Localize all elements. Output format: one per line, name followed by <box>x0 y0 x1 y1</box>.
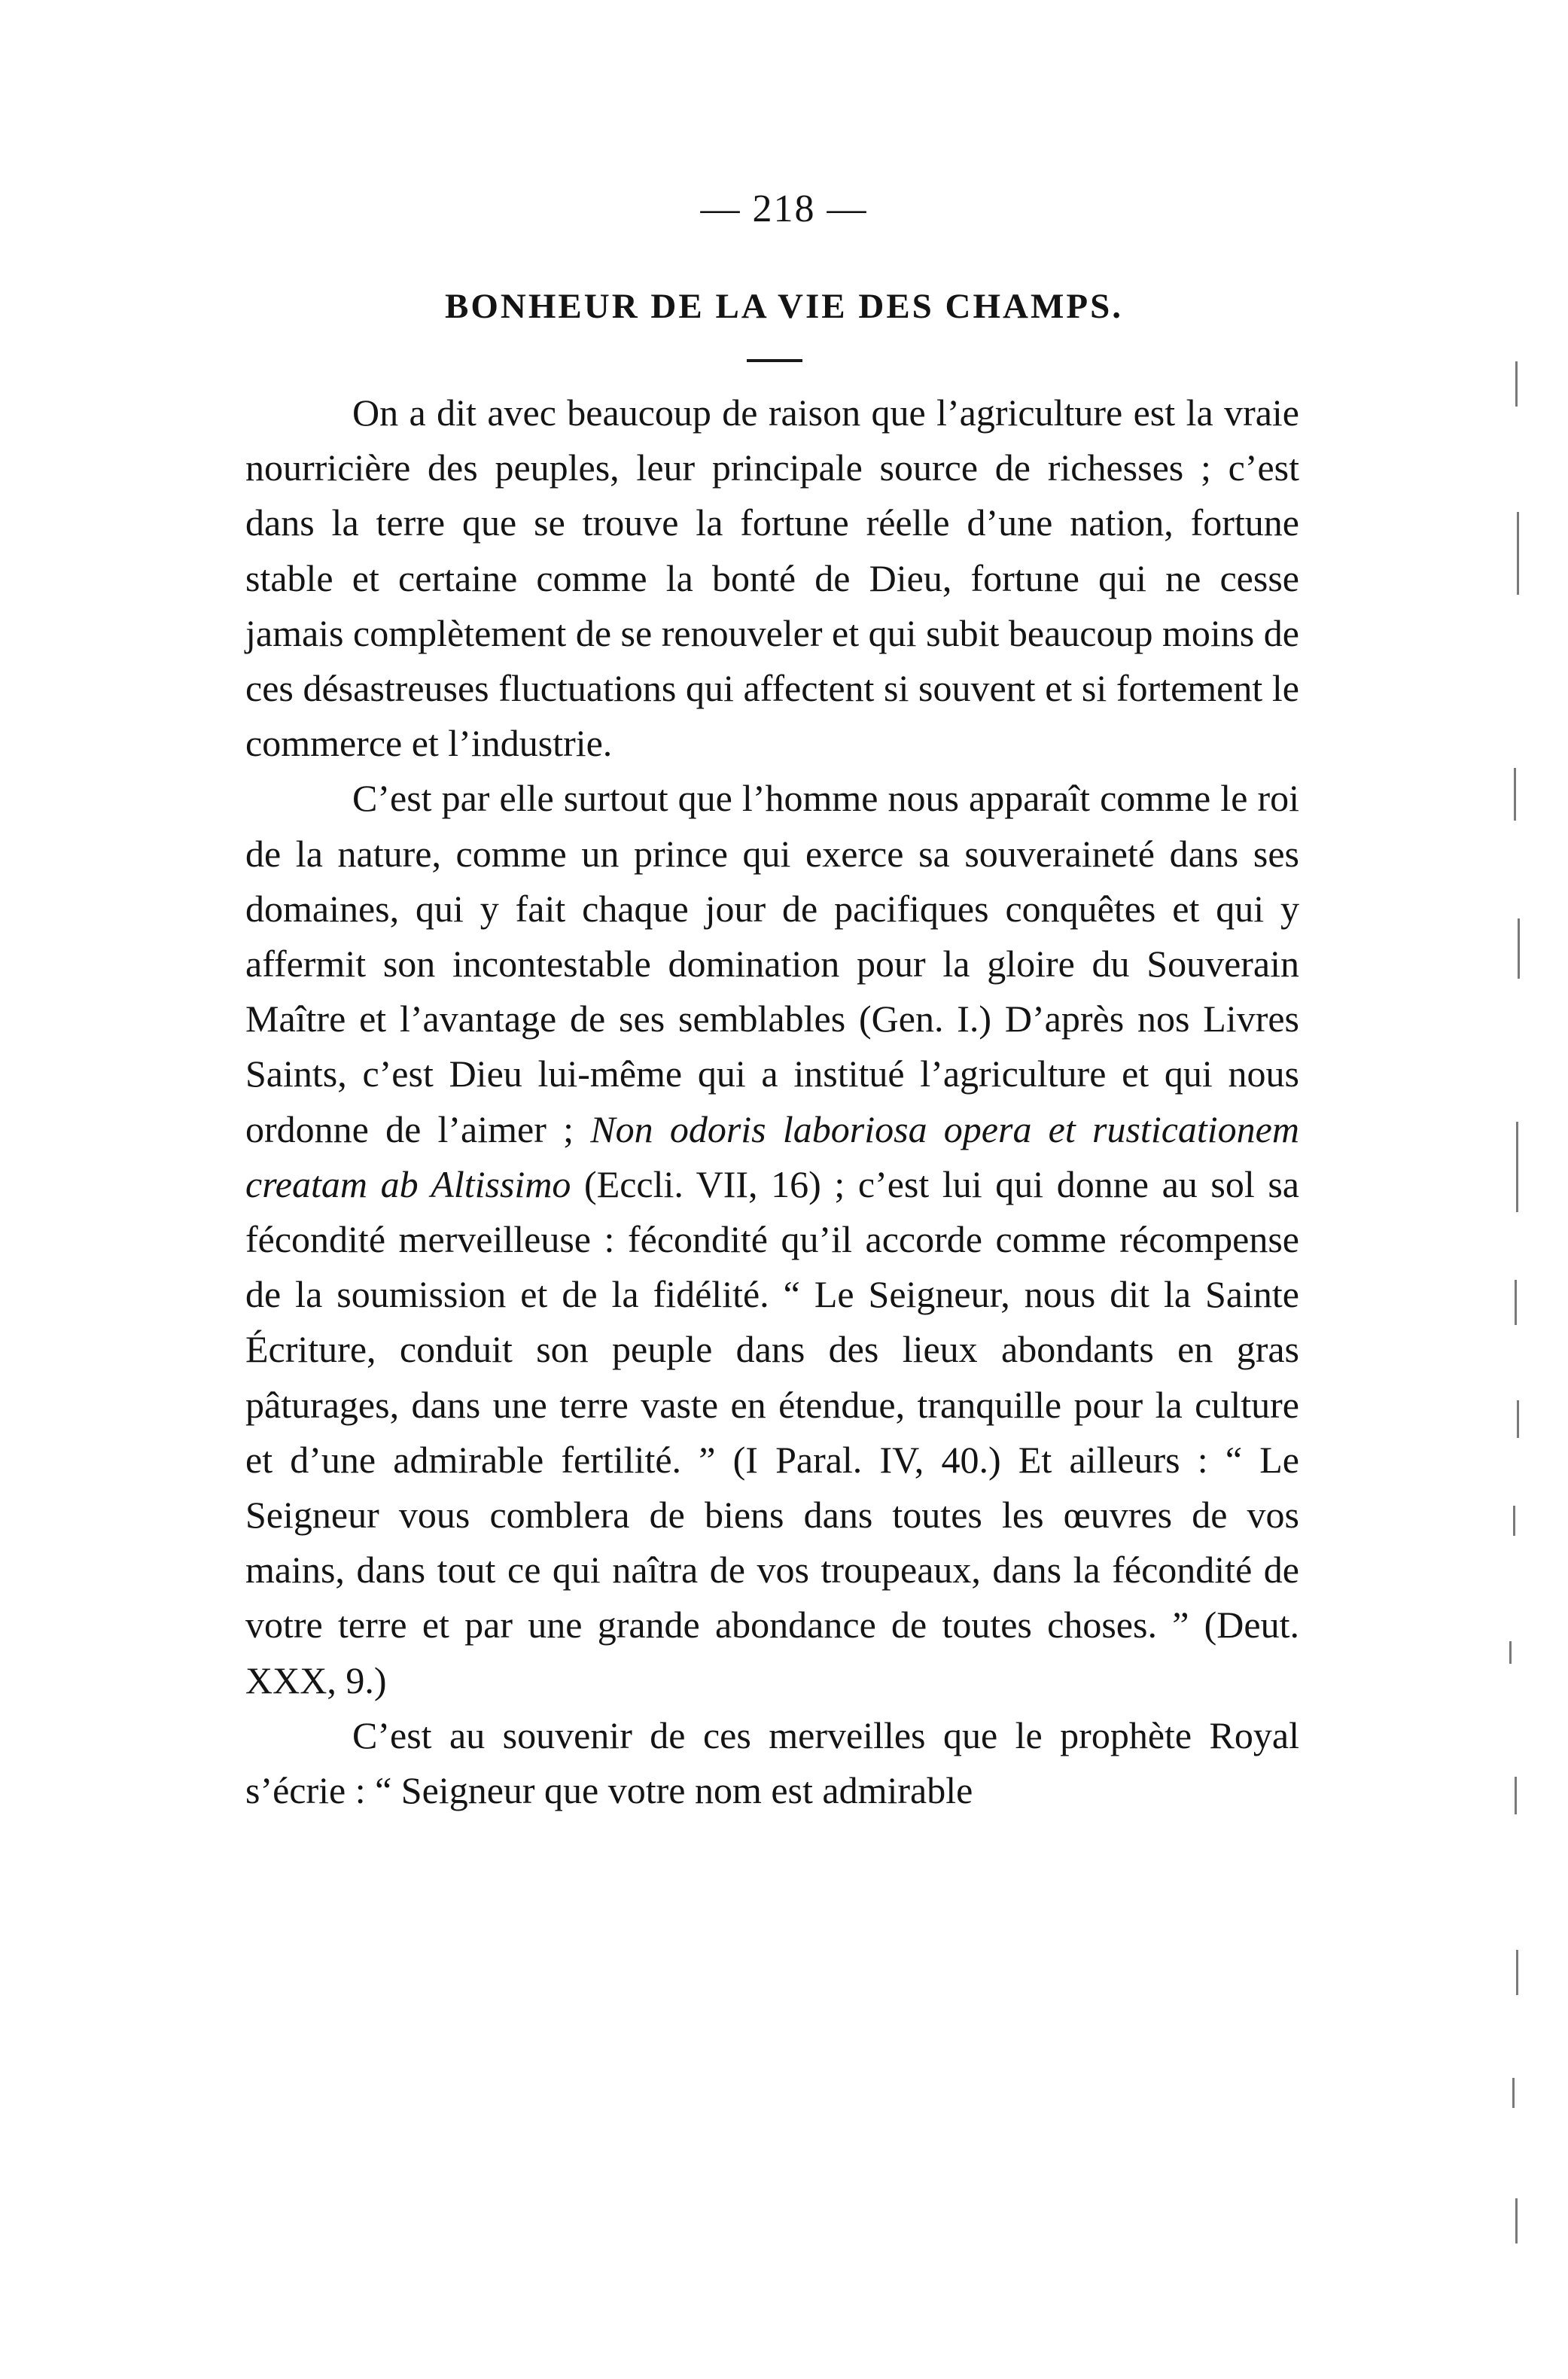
paragraph-3: C’est au souvenir de ces merveilles que le prophète Royal s’écrie : “ Seigneur que votre nom est admirable <box>245 1713 1299 1812</box>
chapter-title: BONHEUR DE LA VIE DES CHAMPS. <box>445 287 1123 326</box>
page-number: — 218 — <box>700 187 868 230</box>
paragraph-2-text-start: C’est par elle surtout que l’homme nous apparaît comme le roi de la nature, comme un prince qui exerce sa souveraineté dans ses domaines, qui y fait chaque jour de pacifiques conquêtes et qui y affermit son incontestable domination pour la gloire du Souverain Maître et l’avantage de ses semblables (Gen. I.) D’après nos Livres Saints, c’est Dieu lui-même qui a institué l’agriculture et qui nous ordonne de l’aimer ; <box>245 777 1299 1150</box>
paragraph-2 <box>245 771 1299 1707</box>
title-rule <box>747 359 802 362</box>
paragraph-2-text-end: (Eccli. VII, 16) ; c’est lui qui donne au sol sa fécondité merveilleuse : fécondité qu’il accorde comme récompense de la soumission et de la fidélité. “ Le Seigneur, nous dit la Sainte Écriture, conduit son peuple dans des lieux abondants en gras pâturages, dans une terre vaste en étendue, tranquille pour la culture et d’une admirable fertilité. ” (I Paral. IV, 40.) Et ailleurs : “ Le Seigneur vous comblera de biens dans toutes les œuvres de vos mains, dans tout ce qui naîtra de vos troupeaux, dans la fécondité de votre terre et par une grande abondance de toutes choses. ” (Deut. XXX, 9.) <box>245 1162 1299 1701</box>
paragraph-1: On a dit avec beaucoup de raison que l’agriculture est la vraie nourricière des peuples, leur principale source de richesses ; c’est dans la terre que se trouve la fortune réelle d’une nation, fortune stable et certaine comme la bonté de Dieu, fortune qui ne cesse jamais complètement de se renouveler et qui subit beaucoup moins de ces désastreuses fluctuations qui affectent si souvent et si fortement le commerce et l’industrie. <box>245 391 1299 765</box>
text-block <box>245 385 1299 1818</box>
latin-quotation: Non odoris laboriosa opera et rusticationem creatam ab Altissimo <box>245 1107 1299 1205</box>
scan-edge-marks <box>1494 105 1539 2289</box>
